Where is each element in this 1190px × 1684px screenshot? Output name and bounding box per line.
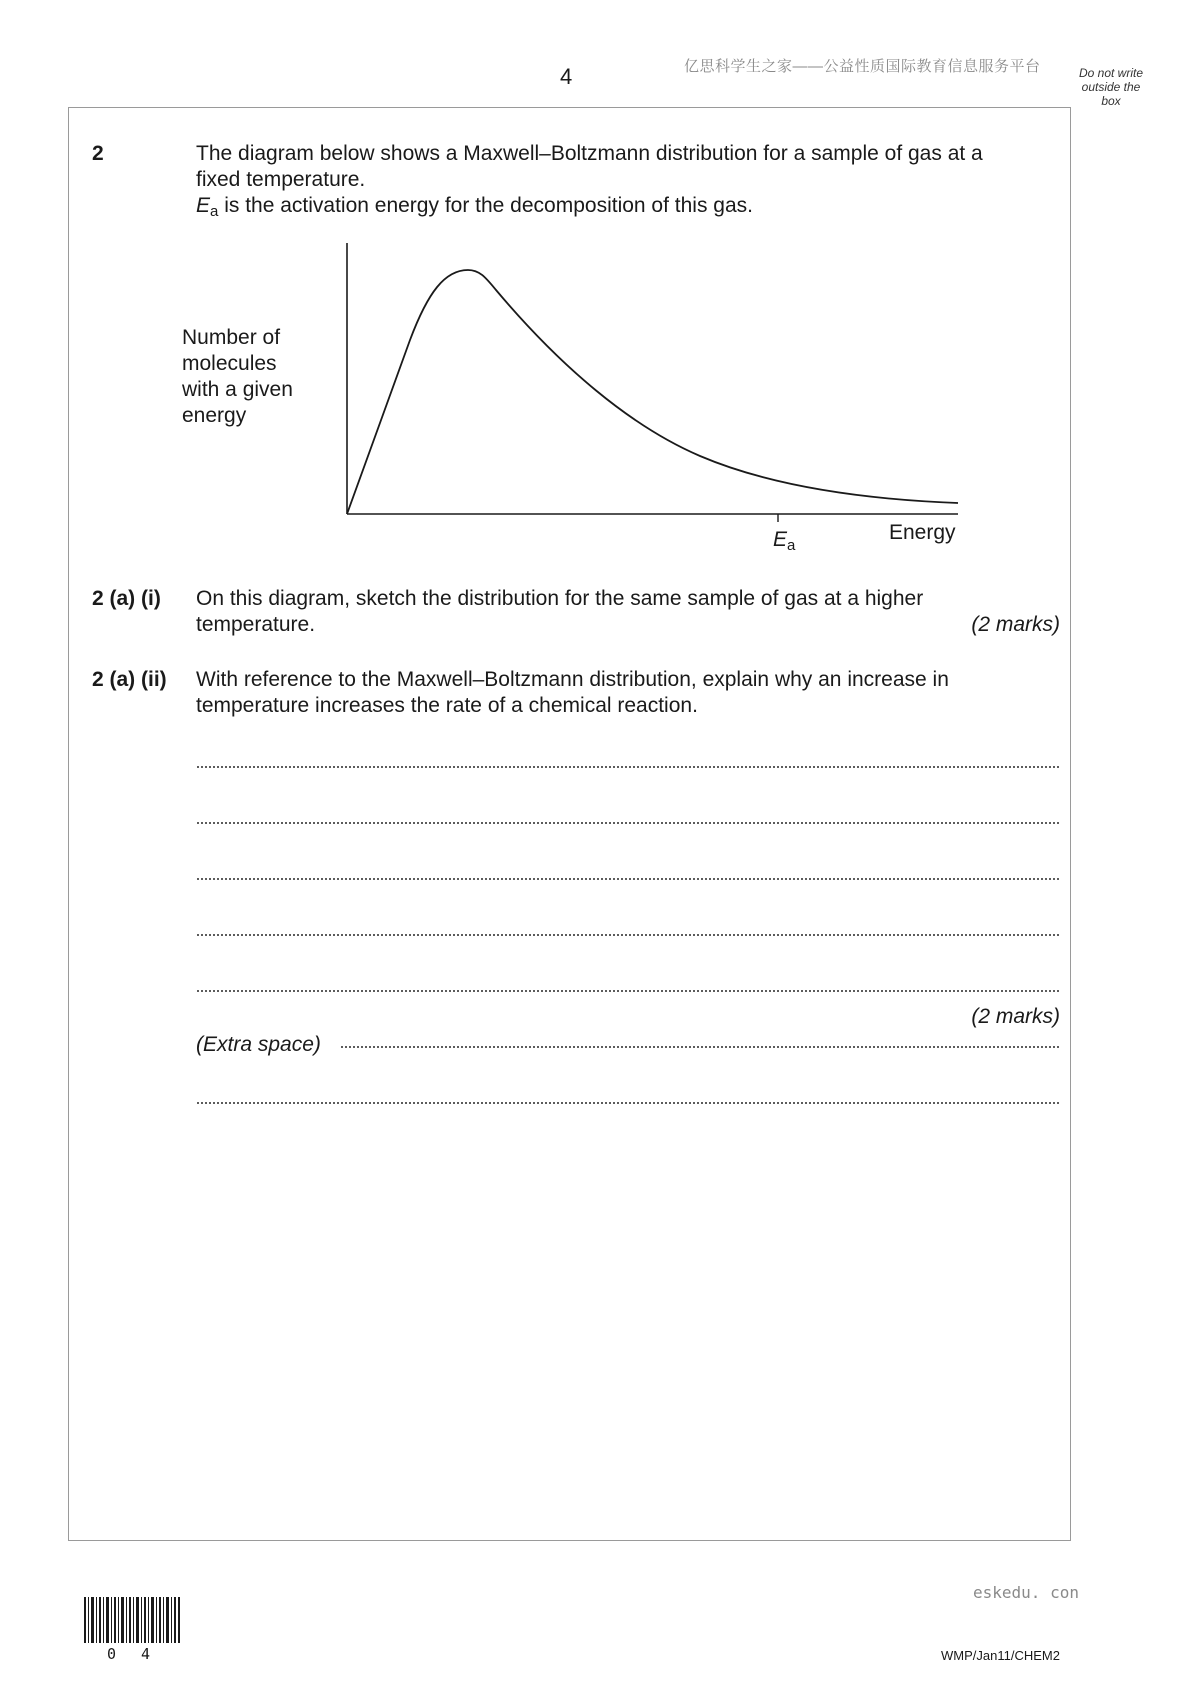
question-number: 2: [92, 142, 104, 165]
distribution-curve: [347, 270, 958, 514]
margin-note-line: Do not write: [1078, 66, 1144, 80]
ea-symbol: E: [196, 194, 211, 217]
part-a-ii-text: [196, 667, 1060, 719]
extra-answer-line[interactable]: [196, 1102, 1060, 1104]
footer-code: WMP/Jan11/CHEM2: [941, 1648, 1060, 1663]
y-label-line: Number of: [182, 326, 281, 349]
intro-line: The diagram below shows a Maxwell–Boltzmann distribution for a sample of gas at a: [196, 142, 983, 165]
answer-line[interactable]: [196, 766, 1060, 768]
x-axis-label: Energy: [889, 521, 956, 544]
intro-line3-rest: is the activation energy for the decomposition of this gas.: [218, 194, 753, 217]
margin-note-line: outside the: [1081, 80, 1141, 94]
part-a-ii-line: temperature increases the rate of a chemical reaction.: [196, 694, 698, 717]
extra-answer-line[interactable]: [340, 1046, 1060, 1048]
part-a-i-label: 2 (a) (i): [92, 587, 161, 610]
answer-line[interactable]: [196, 822, 1060, 824]
part-a-i-marks: (2 marks): [971, 613, 1060, 636]
part-a-i-line: temperature.: [196, 613, 316, 636]
barcode-digits: 0 4: [107, 1645, 159, 1663]
y-label-line: energy: [182, 404, 247, 427]
ea-axis-label: [773, 528, 795, 554]
ea-axis-subscript: a: [787, 537, 796, 554]
answer-line[interactable]: [196, 990, 1060, 992]
margin-note-line: box: [1101, 94, 1121, 108]
y-label-line: molecules: [182, 352, 277, 375]
y-label-line: with a given: [182, 378, 293, 401]
barcode-icon: [84, 1597, 180, 1643]
intro-line: fixed temperature.: [196, 168, 366, 191]
part-a-i-line-row: [196, 612, 1060, 638]
page-number: 4: [560, 64, 573, 89]
ea-axis-symbol: E: [773, 528, 788, 551]
answer-line[interactable]: [196, 934, 1060, 936]
answer-line[interactable]: [196, 878, 1060, 880]
extra-space-label: (Extra space): [196, 1033, 321, 1056]
footer-site: eskedu. con: [973, 1583, 1079, 1602]
part-a-i-line: On this diagram, sketch the distribution for the same sample of gas at a higher: [196, 587, 924, 610]
distribution-diagram: [0, 0, 1190, 600]
part-a-i-text: [196, 586, 1060, 638]
part-a-ii-marks: (2 marks): [971, 1005, 1060, 1028]
part-a-ii-line: With reference to the Maxwell–Boltzmann distribution, explain why an increase in: [196, 668, 949, 691]
part-a-ii-label: 2 (a) (ii): [92, 668, 167, 691]
watermark-text: 亿思科学生之家——公益性质国际教育信息服务平台: [684, 58, 1041, 75]
ea-subscript: a: [210, 203, 219, 220]
